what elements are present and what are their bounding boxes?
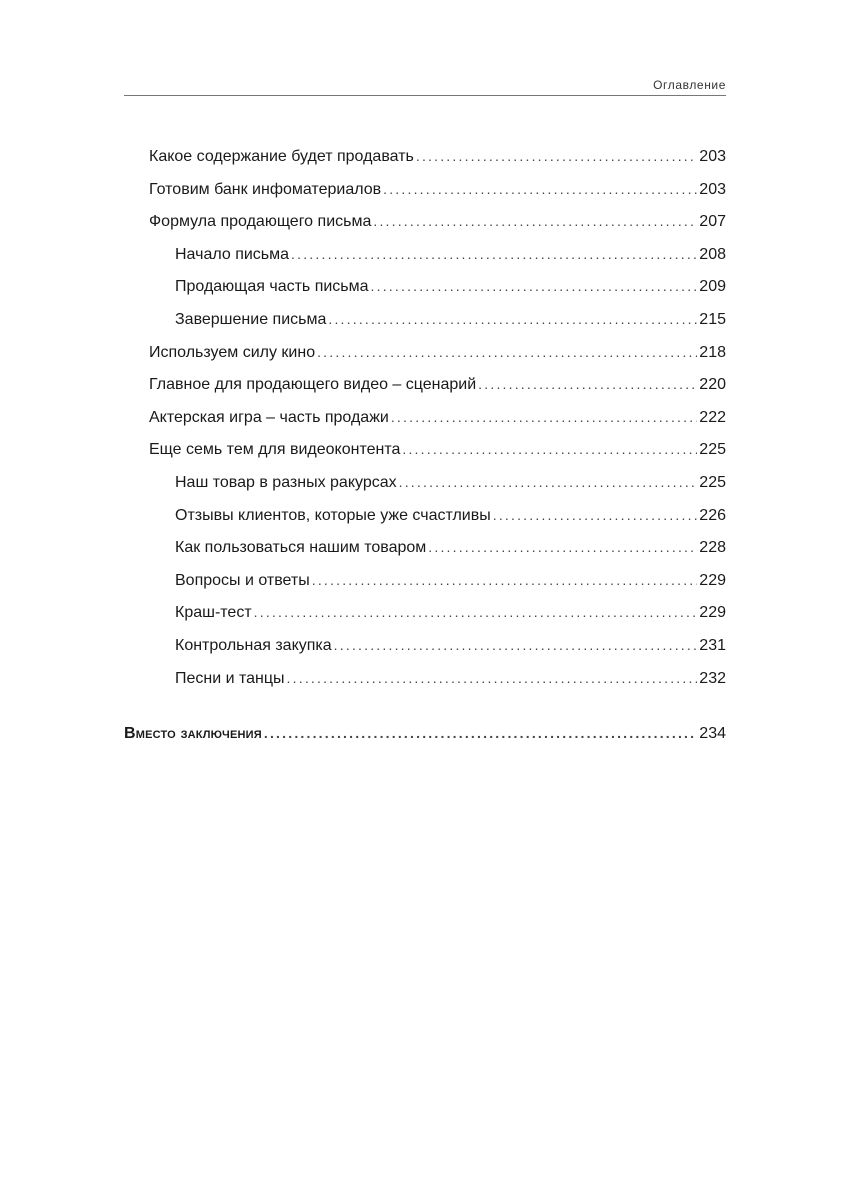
toc-entry-page: 225 <box>699 441 726 459</box>
toc-entry[interactable] <box>149 140 726 172</box>
dot-leader <box>291 238 697 270</box>
toc-subentry[interactable] <box>175 238 726 270</box>
toc-subentry[interactable] <box>175 531 726 563</box>
dot-leader <box>383 173 697 205</box>
toc-entry[interactable] <box>149 433 726 465</box>
dot-leader <box>373 205 697 237</box>
toc-entry-title: Продающая часть письма <box>175 278 369 296</box>
toc-entry-page: 232 <box>699 669 726 687</box>
toc-entry-page: 209 <box>699 278 726 296</box>
toc-entry-page: 208 <box>699 245 726 263</box>
dot-leader <box>264 717 697 749</box>
dot-leader <box>312 564 698 596</box>
dot-leader <box>402 433 697 465</box>
toc-subentry[interactable] <box>175 466 726 498</box>
toc-subentry[interactable] <box>175 629 726 661</box>
dot-leader <box>371 270 698 302</box>
toc-subentry[interactable] <box>175 270 726 302</box>
dot-leader <box>334 629 698 661</box>
dot-leader <box>328 303 697 335</box>
toc-entry-page: 225 <box>699 474 726 491</box>
dot-leader <box>416 140 697 172</box>
toc-entry-page: 229 <box>699 604 726 622</box>
dot-leader <box>493 499 698 531</box>
toc-chapter-page: 234 <box>699 725 726 742</box>
toc-entry-title: Как пользоваться нашим товаром <box>175 539 427 557</box>
toc-subentry[interactable] <box>175 499 726 531</box>
toc-chapter-title: Вместо заключения <box>124 725 262 742</box>
toc-chapter-conclusion[interactable] <box>124 717 726 749</box>
toc-subentry[interactable] <box>175 303 726 335</box>
toc-entry-title: Формула продающего письма <box>149 213 372 231</box>
toc-entry-title: Готовим банк инфоматериалов <box>149 180 382 198</box>
toc-entry-title: Какое содержание будет продавать <box>149 148 414 165</box>
dot-leader <box>391 401 697 433</box>
toc-entry-page: 231 <box>699 637 726 654</box>
toc-entry-page: 203 <box>699 180 726 198</box>
toc-entry-page: 215 <box>699 311 726 328</box>
dot-leader <box>399 466 698 498</box>
dot-leader <box>478 368 697 400</box>
toc-entry-title: Используем силу кино <box>149 343 316 361</box>
toc-entry-title: Актерская игра – часть продажи <box>149 408 389 426</box>
toc-entry-title: Отзывы клиентов, которые уже счастливы <box>175 506 491 524</box>
toc-subentry[interactable] <box>175 662 726 694</box>
dot-leader <box>428 531 697 563</box>
header-rule <box>124 95 726 96</box>
toc-entry[interactable] <box>149 173 726 205</box>
toc-entry-page: 229 <box>699 571 726 589</box>
toc-entry-title: Начало письма <box>175 245 290 263</box>
toc-subentry[interactable] <box>175 596 726 628</box>
dot-leader <box>254 596 698 628</box>
toc-entry-page: 226 <box>699 506 726 524</box>
toc-entry-title: Завершение письма <box>175 311 327 328</box>
toc-entry[interactable] <box>149 205 726 237</box>
toc-entry-title: Вопросы и ответы <box>175 571 310 589</box>
toc-entry-title: Наш товар в разных ракурсах <box>175 474 397 491</box>
toc-entry-page: 222 <box>699 408 726 426</box>
toc-entry-title: Краш-тест <box>175 604 252 622</box>
toc-entry-title: Еще семь тем для видеоконтента <box>149 441 401 459</box>
toc-subentry[interactable] <box>175 564 726 596</box>
toc-entry-title: Песни и танцы <box>175 669 285 687</box>
toc-entry[interactable] <box>149 401 726 433</box>
toc-entry-page: 203 <box>699 148 726 165</box>
toc-entry-title: Контрольная закупка <box>175 637 332 654</box>
toc-entry-title: Главное для продающего видео – сценарий <box>149 376 477 394</box>
toc-entry-page: 228 <box>699 539 726 557</box>
toc-entry[interactable] <box>149 368 726 400</box>
dot-leader <box>317 336 697 368</box>
running-title: Оглавление <box>653 78 726 92</box>
toc-entry-page: 220 <box>699 376 726 394</box>
toc-entry-page: 218 <box>699 343 726 361</box>
dot-leader <box>287 662 698 694</box>
toc-entry[interactable] <box>149 336 726 368</box>
toc-entry-page: 207 <box>699 213 726 231</box>
